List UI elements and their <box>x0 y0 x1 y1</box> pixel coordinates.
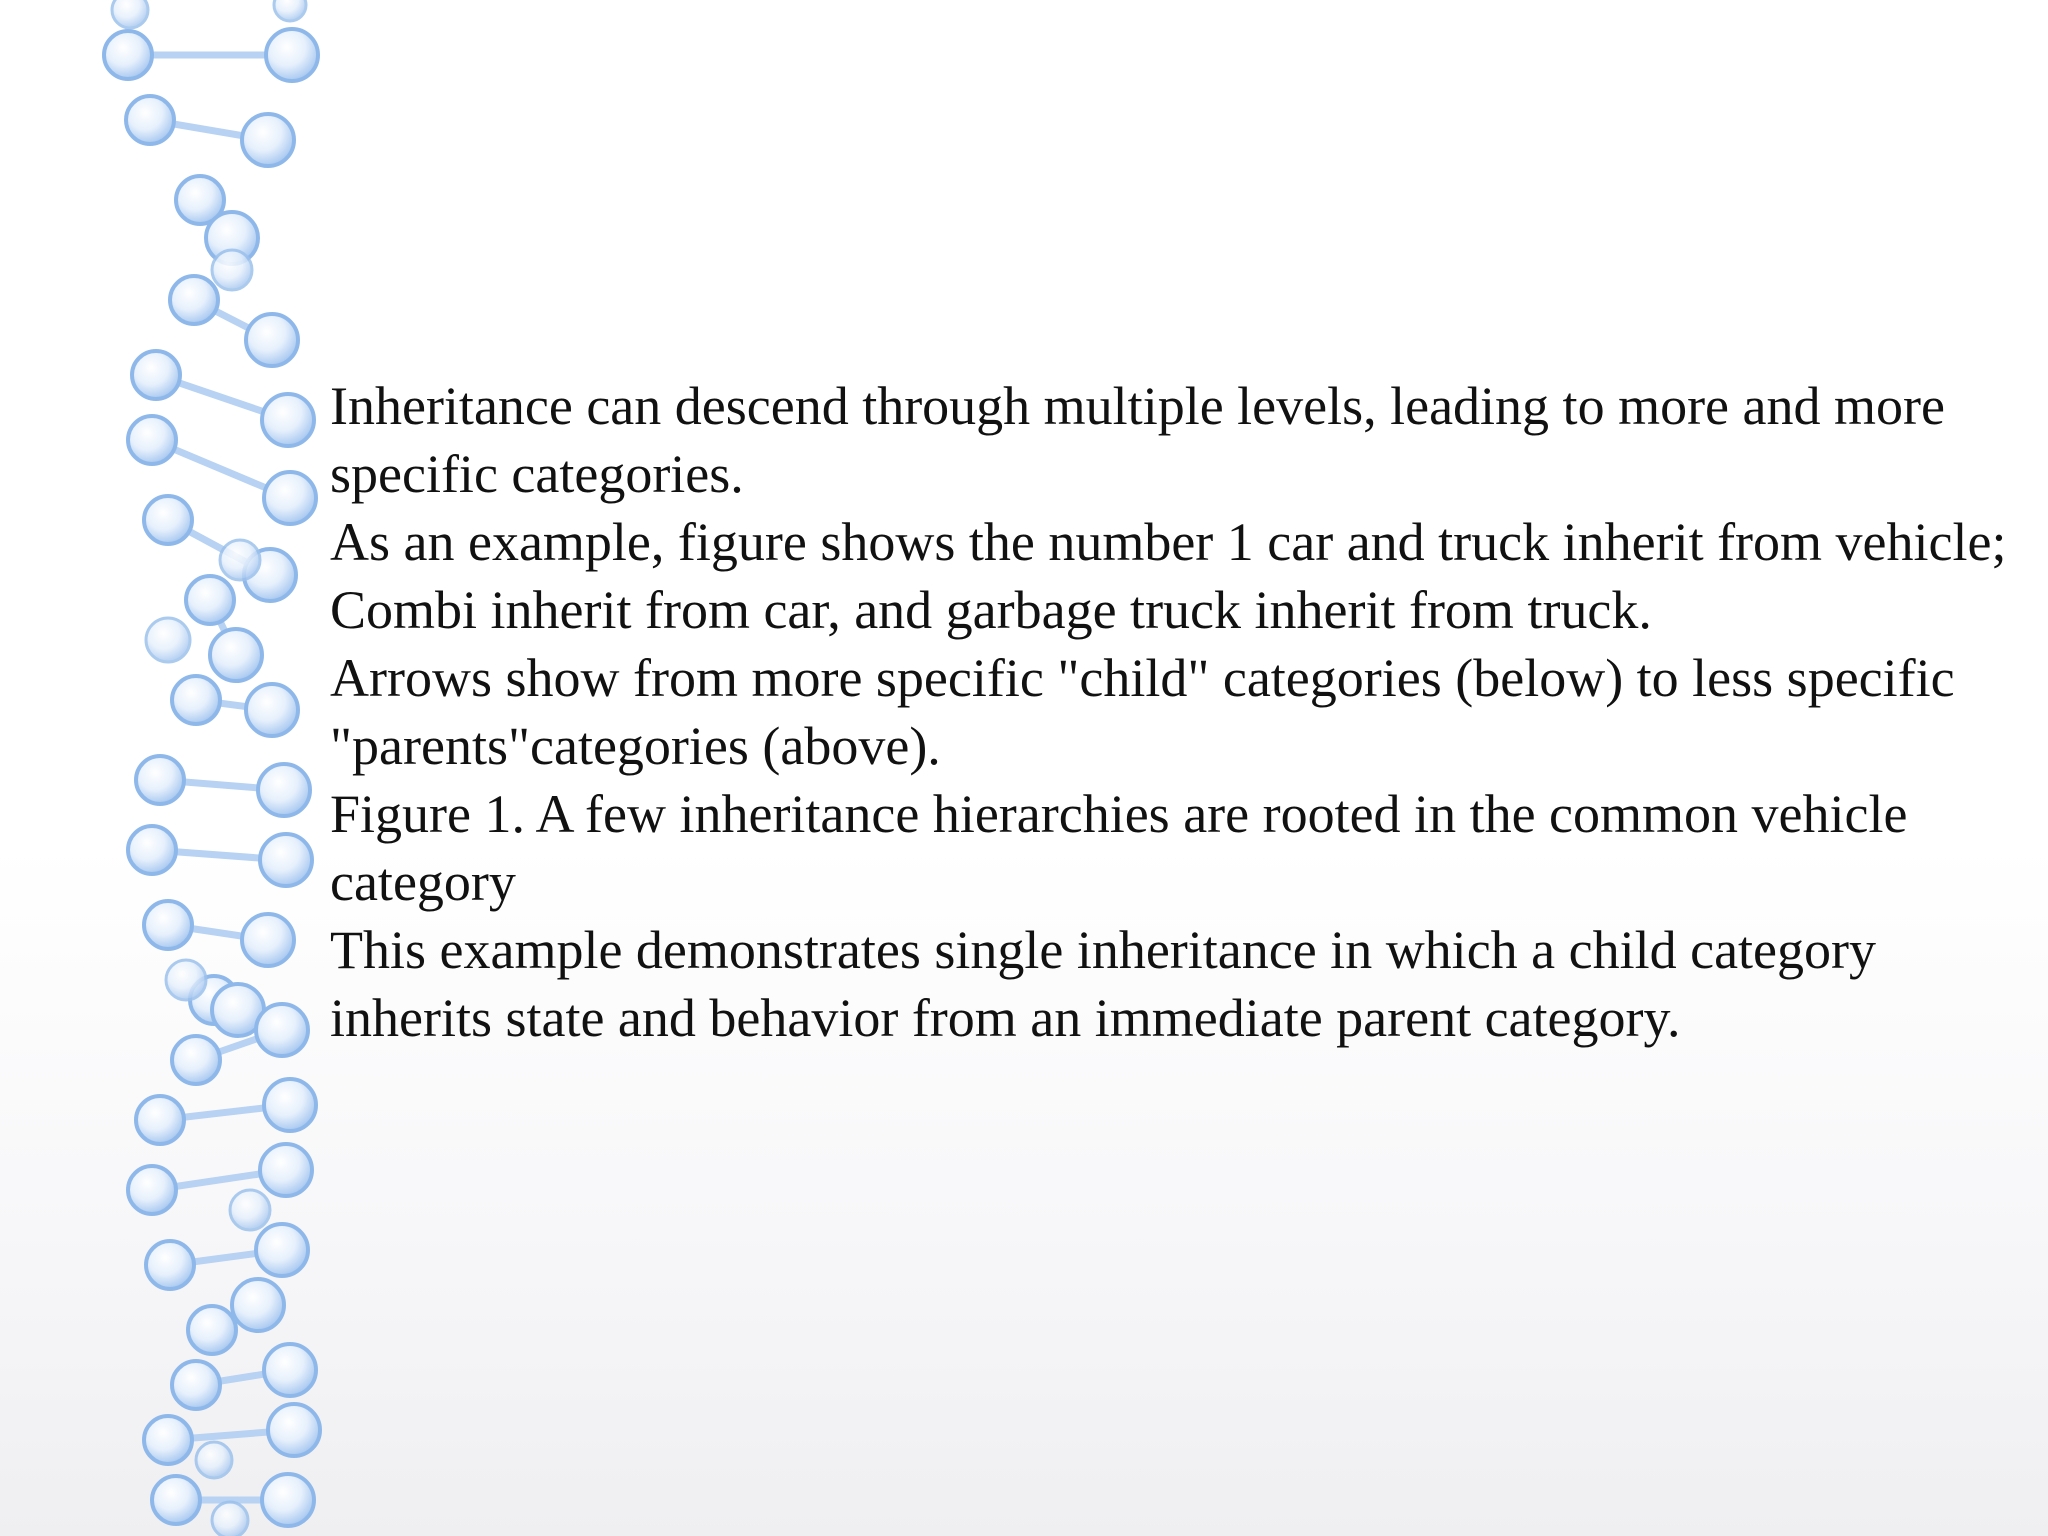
dna-atom <box>128 416 176 464</box>
dna-atom <box>128 1166 176 1214</box>
dna-atom <box>260 834 312 886</box>
paragraph-2: As an example, figure shows the number 1 car and truck inherit from vehicle; Combi inherit from car, and garbage truck inherit from truck. <box>330 512 2007 640</box>
dna-atom <box>186 576 234 624</box>
dna-atom <box>144 901 192 949</box>
dna-atom <box>210 629 262 681</box>
dna-atom <box>256 1004 308 1056</box>
dna-atom <box>262 1474 314 1526</box>
dna-atom <box>126 96 174 144</box>
dna-atom <box>112 0 148 28</box>
dna-atom <box>136 1096 184 1144</box>
dna-atom <box>152 1476 200 1524</box>
dna-atom <box>128 826 176 874</box>
paragraph-5: This example demonstrates single inheritance in which a child category inherits state and behavior from an immediate parent category. <box>330 920 1876 1048</box>
dna-atom <box>146 1241 194 1289</box>
dna-atom <box>264 472 316 524</box>
dna-atom <box>172 1361 220 1409</box>
dna-atom <box>256 1224 308 1276</box>
paragraph-1: Inheritance can descend through multiple levels, leading to more and more specific categories. <box>330 376 1945 504</box>
dna-atom <box>144 1416 192 1464</box>
dna-atom <box>212 250 252 290</box>
dna-atom <box>136 756 184 804</box>
dna-atom <box>230 1190 270 1230</box>
dna-atom <box>220 540 260 580</box>
dna-atom <box>266 29 318 81</box>
dna-atom <box>268 1404 320 1456</box>
dna-atom <box>212 1502 248 1536</box>
paragraph-4: Figure 1. A few inheritance hierarchies are rooted in the common vehicle category <box>330 784 1908 912</box>
dna-atom <box>146 618 190 662</box>
dna-atom <box>242 114 294 166</box>
dna-atom <box>188 1306 236 1354</box>
dna-atom <box>196 1442 232 1478</box>
dna-atom <box>242 914 294 966</box>
dna-atom <box>246 684 298 736</box>
dna-atom <box>258 764 310 816</box>
dna-helix-icon <box>0 0 340 1536</box>
dna-atom <box>264 1344 316 1396</box>
dna-atom <box>170 276 218 324</box>
dna-atom <box>144 496 192 544</box>
dna-atom <box>232 1279 284 1331</box>
body-text <box>330 372 2010 1052</box>
dna-atom <box>172 676 220 724</box>
dna-atom <box>172 1036 220 1084</box>
dna-atom <box>260 1144 312 1196</box>
dna-atom <box>262 394 314 446</box>
paragraph-3: Arrows show from more specific "child" categories (below) to less specific "parents"categories (above). <box>330 648 1955 776</box>
dna-atom <box>246 314 298 366</box>
dna-atom <box>104 31 152 79</box>
dna-atom <box>132 351 180 399</box>
dna-atom <box>166 960 206 1000</box>
dna-atom <box>274 0 306 21</box>
dna-atom <box>264 1079 316 1131</box>
